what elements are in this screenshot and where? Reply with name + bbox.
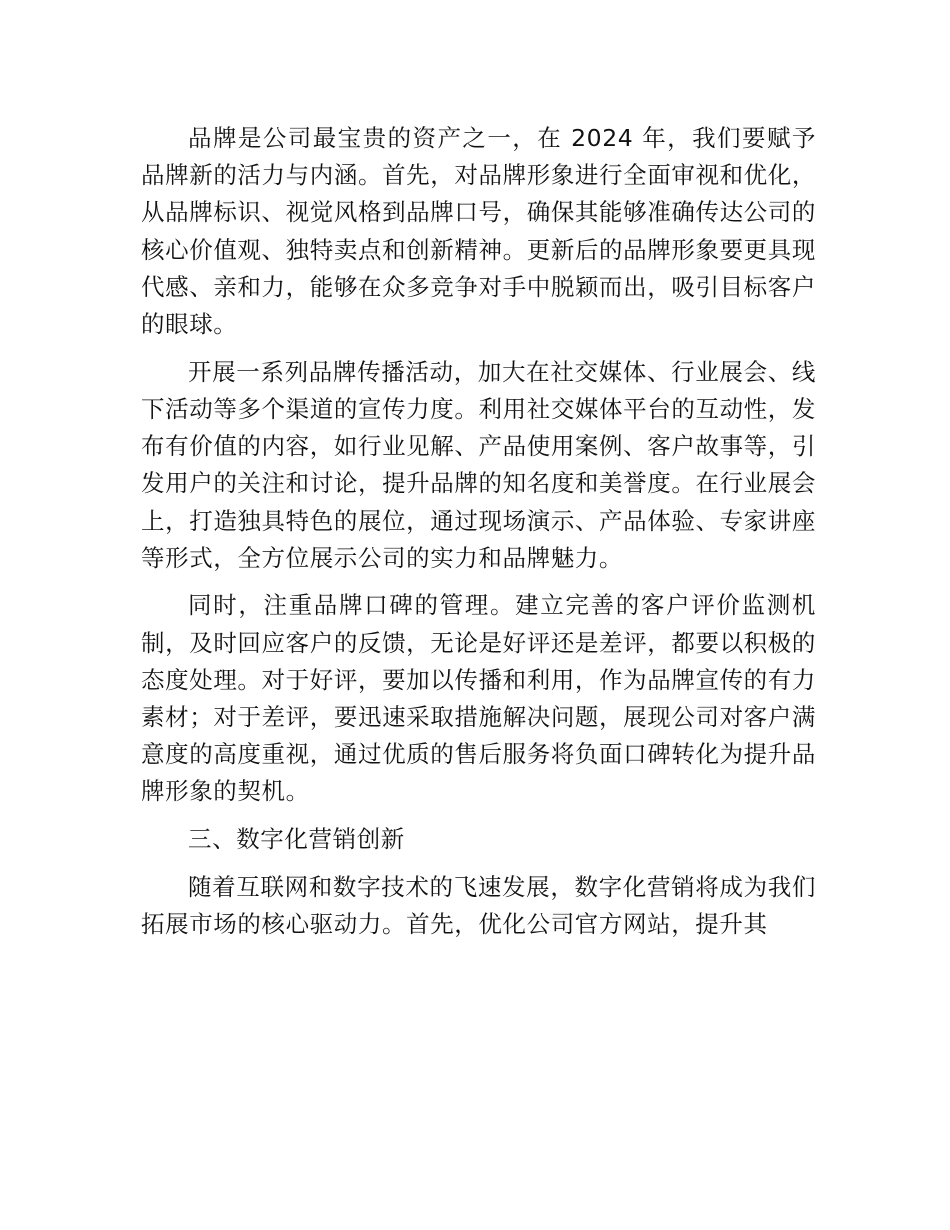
paragraph-brand-refresh: 品牌是公司最宝贵的资产之一，在 2024 年，我们要赋予品牌新的活力与内涵。首先，对品牌形象进行全面审视和优化，从品牌标识、视觉风格到品牌口号，确保其能够准确传达公司的核心价值观、独特卖点和创新精神。更新后的品牌形象要更具现代感、亲和力，能够在众多竞争对手中脱颖而出，吸引目标客户的眼球。	[141, 124, 816, 339]
paragraph-reputation-management: 同时，注重品牌口碑的管理。建立完善的客户评价监测机制，及时回应客户的反馈，无论是好评还是差评，都要以积极的态度处理。对于好评，要加以传播和利用，作为品牌宣传的有力素材；对于差评，要迅速采取措施解决问题，展现公司对客户满意度的高度重视，通过优质的售后服务将负面口碑转化为提升品牌形象的契机。	[141, 591, 816, 806]
paragraph-digital-marketing: 随着互联网和数字技术的飞速发展，数字化营销将成为我们拓展市场的核心驱动力。首先，优化公司官方网站，提升其	[141, 872, 816, 939]
section-heading-digital-marketing: 三、数字化营销创新	[188, 825, 405, 854]
paragraph-brand-promotion: 开展一系列品牌传播活动，加大在社交媒体、行业展会、线下活动等多个渠道的宣传力度。利用社交媒体平台的互动性，发布有价值的内容，如行业见解、产品使用案例、客户故事等，引发用户的关注和讨论，提升品牌的知名度和美誉度。在行业展会上，打造独具特色的展位，通过现场演示、产品体验、专家讲座等形式，全方位展示公司的实力和品牌魅力。	[141, 357, 816, 572]
document-body	[141, 120, 816, 954]
